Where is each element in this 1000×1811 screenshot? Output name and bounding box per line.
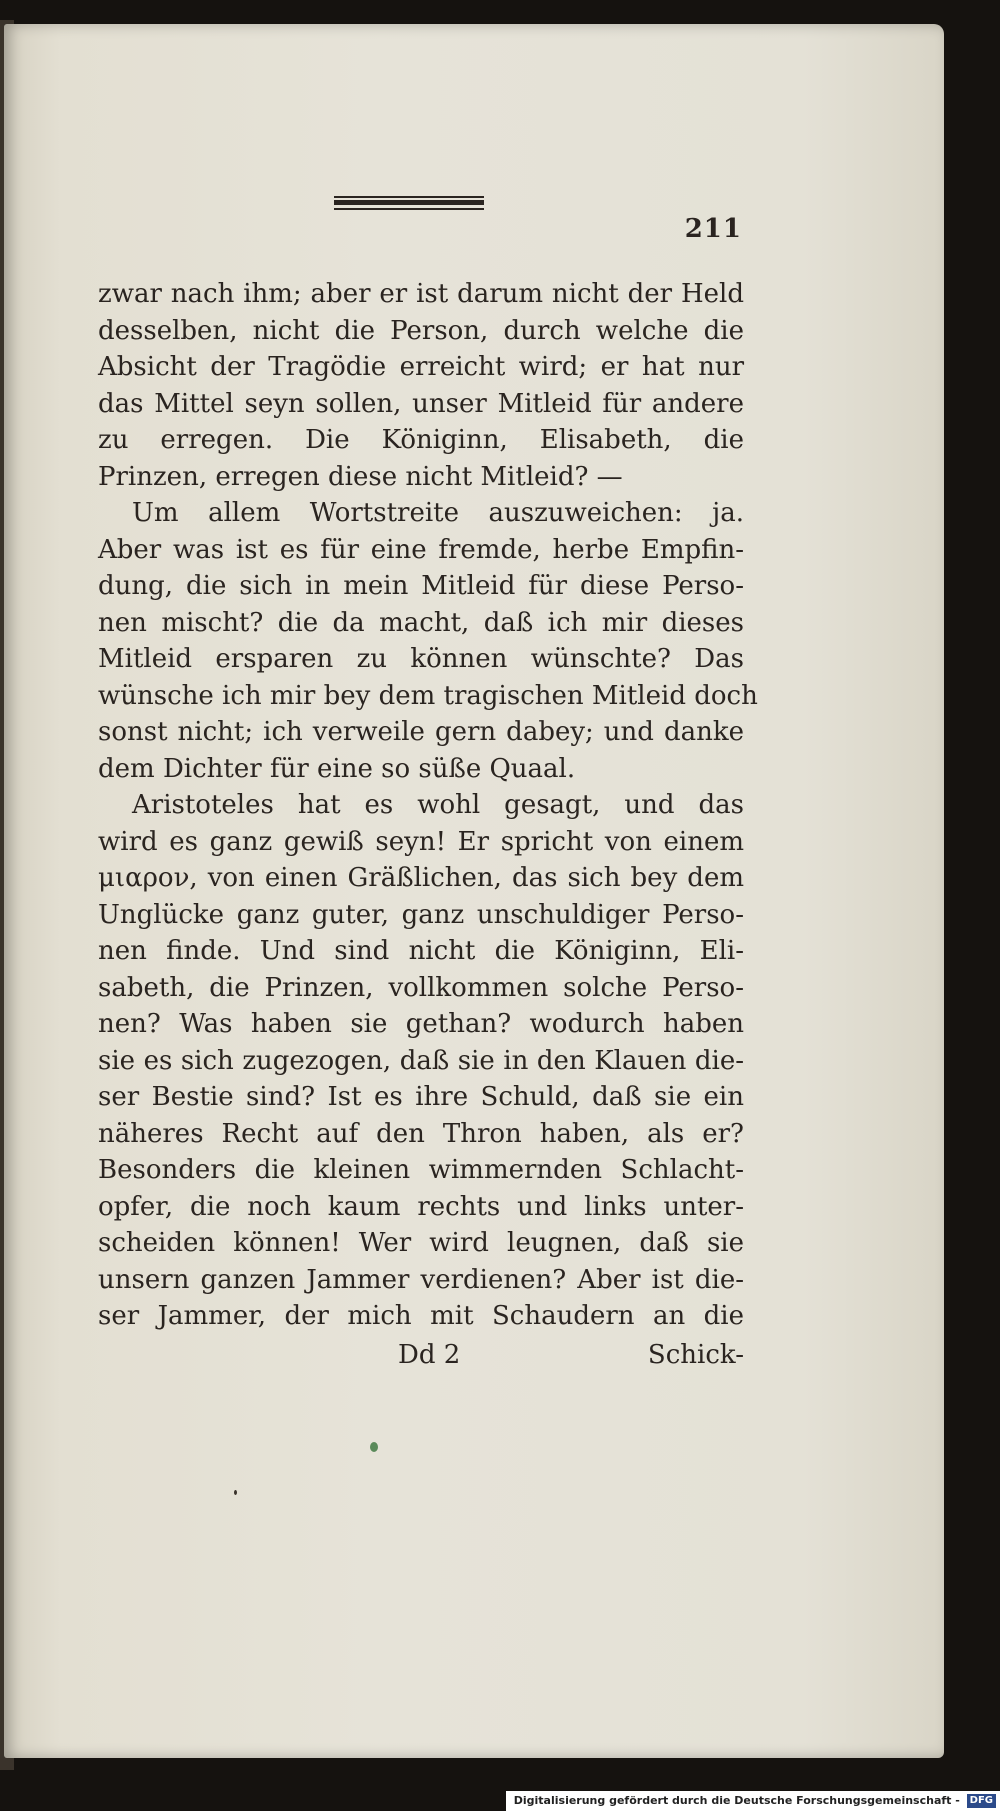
text-line: sabeth, die Prinzen, vollkommen solche Perso- <box>98 972 744 1003</box>
text-line: desselben, nicht die Person, durch welche die <box>98 315 744 346</box>
signature-mark: Dd 2 <box>398 1340 461 1370</box>
page-number: 211 <box>684 214 742 244</box>
dfg-logo-icon: DFG <box>967 1794 996 1808</box>
text-line: Aristoteles hat es wohl gesagt, und das <box>132 790 744 820</box>
text-line: ser Bestie sind? Ist es ihre Schuld, daß sie ein <box>98 1082 744 1112</box>
text-line: Um allem Wortstreite auszuweichen: ja. <box>132 498 744 528</box>
text-line: Unglücke ganz guter, ganz unschuldiger Perso- <box>98 899 744 930</box>
header-rule-bottom-line <box>334 208 484 210</box>
text-line: scheiden können! Wer wird leugnen, daß sie <box>98 1228 744 1258</box>
text-line: Absicht der Tragödie erreicht wird; er hat nur <box>98 352 744 382</box>
text-line: ser Jammer, der mich mit Schaudern an die <box>98 1301 744 1331</box>
text-line: μιαρον, von einen Gräßlichen, das sich bey dem <box>98 863 744 893</box>
text-line: unsern ganzen Jammer verdienen? Aber ist die- <box>98 1264 744 1295</box>
text-line: nen finde. Und sind nicht die Königinn, Eli- <box>98 936 744 966</box>
catchword: Schick- <box>647 1340 744 1370</box>
text-line: sonst nicht; ich verweile gern dabey; und danke <box>98 717 744 747</box>
text-line: näheres Recht auf den Thron haben, als er? <box>98 1118 744 1149</box>
text-line: Aber was ist es für eine fremde, herbe Empfin- <box>98 534 744 565</box>
header-rule <box>334 196 484 210</box>
text-line: Besonders die kleinen wimmernden Schlacht- <box>98 1155 744 1185</box>
text-line: dem Dichter für eine so süße Quaal. <box>98 753 576 784</box>
header-rule-top-line <box>334 196 484 198</box>
paper-speck <box>234 1490 237 1495</box>
digitization-credit-text: Digitalisierung gefördert durch die Deutsche Forschungsgemeinschaft - <box>513 1794 960 1807</box>
text-line: wird es ganz gewiß seyn! Er spricht von einem <box>98 826 744 857</box>
text-line: wünsche ich mir bey dem tragischen Mitleid doch <box>98 680 758 711</box>
text-line: zwar nach ihm; aber er ist darum nicht der Held <box>98 279 744 309</box>
page-footer-line <box>98 1340 744 1376</box>
text-line: nen? Was haben sie gethan? wodurch haben <box>98 1009 744 1039</box>
text-line: nen mischt? die da macht, daß ich mir dieses <box>98 607 744 638</box>
text-line: Mitleid ersparen zu können wünschte? Das <box>98 644 744 674</box>
digitization-credit-bar <box>506 1791 1000 1811</box>
text-line: das Mittel seyn sollen, unser Mitleid für andere <box>98 388 744 419</box>
header-rule-bold-line <box>334 200 484 205</box>
text-line: sie es sich zugezogen, daß sie in den Klauen die- <box>98 1045 744 1076</box>
book-page <box>4 24 944 1758</box>
body-text <box>98 276 758 1335</box>
text-line: Prinzen, erregen diese nicht Mitleid? — <box>98 461 623 492</box>
text-line: opfer, die noch kaum rechts und links unter- <box>98 1191 744 1222</box>
text-line: dung, die sich in mein Mitleid für diese Perso- <box>98 571 744 601</box>
paper-stain <box>370 1442 378 1452</box>
text-line: zu erregen. Die Königinn, Elisabeth, die <box>98 425 744 455</box>
